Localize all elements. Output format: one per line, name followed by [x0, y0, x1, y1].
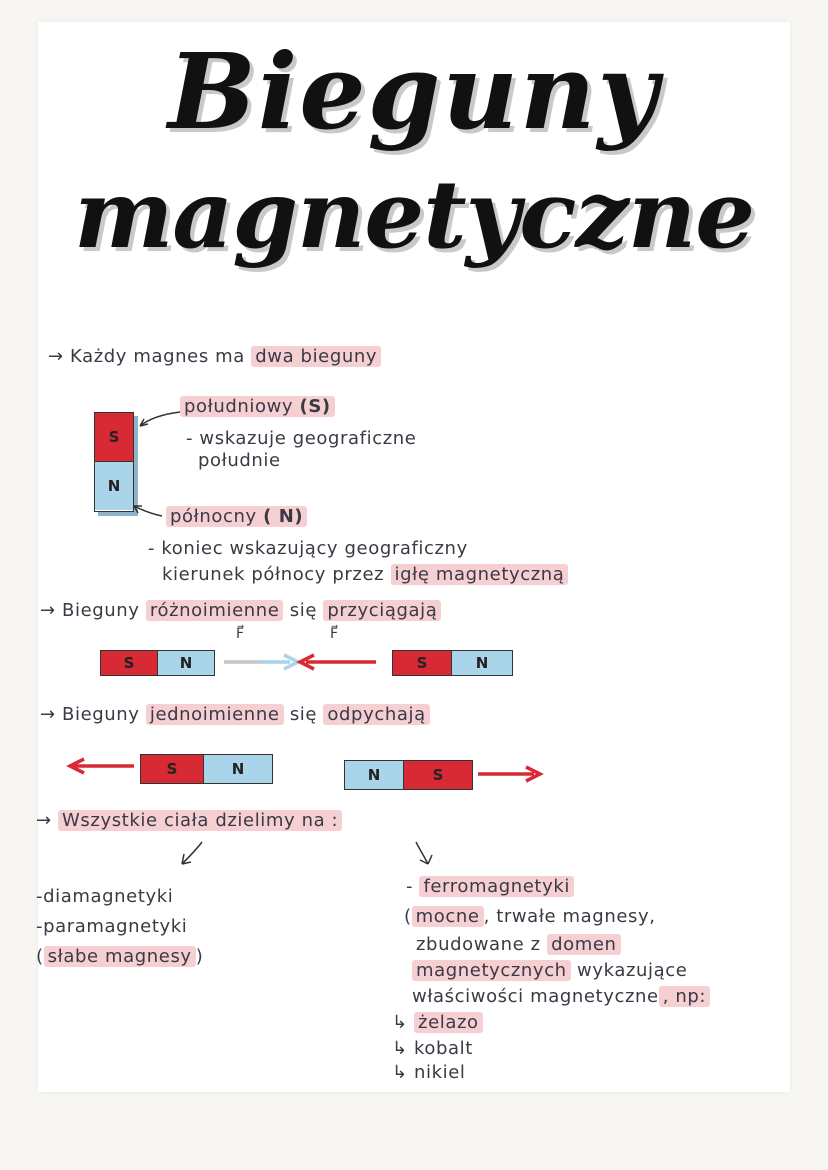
repel-magnet-right	[344, 760, 473, 790]
example-item	[392, 1012, 483, 1033]
example-item	[392, 1062, 466, 1083]
attract-magnet-right-s: S	[393, 651, 451, 675]
example-nickel: nikiel	[414, 1062, 466, 1083]
attract-word1: Bieguny	[62, 600, 140, 621]
pointer-to-north-icon	[130, 502, 164, 520]
page-title-line1: Bieguny	[168, 30, 660, 153]
repel-line	[40, 704, 430, 725]
attract-magnet-left-n: N	[157, 651, 214, 675]
ferromagnetics-highlight: ferromagnetyki	[419, 876, 574, 897]
ferro-line2	[416, 934, 621, 955]
repel-word1: Bieguny	[62, 704, 140, 725]
bullet-arrow: →	[36, 810, 52, 831]
example-item	[392, 1038, 473, 1059]
bullet-arrow: →	[48, 346, 64, 367]
south-pole-heading	[180, 396, 335, 417]
bullet-arrow: →	[40, 704, 56, 725]
weak-magnets-note	[36, 946, 203, 967]
force-label-left: F⃗	[236, 626, 245, 642]
attract-arrow-right-icon	[222, 652, 302, 672]
attract-magnet-right-n: N	[451, 651, 512, 675]
ferro-line4	[412, 986, 710, 1007]
attract-magnet-left-s: S	[101, 651, 157, 675]
attract-highlight1: różnoimienne	[146, 600, 284, 621]
note-close-paren: )	[195, 946, 204, 967]
branch-left-arrow-icon	[176, 838, 206, 868]
intro-highlight: dwa bieguny	[251, 346, 381, 367]
north-pole-heading	[166, 506, 307, 527]
north-pole-desc-2	[162, 564, 568, 585]
north-pole-desc-2-text: kierunek północy przez	[162, 564, 385, 585]
classification-highlight: Wszystkie ciała dzielimy na :	[58, 810, 342, 831]
south-pole-desc-2: południe	[198, 450, 281, 471]
page-title-line2: magnetyczne	[73, 160, 755, 270]
repel-magnet-left-s: S	[141, 755, 203, 783]
attract-magnet-left	[100, 650, 215, 676]
attract-magnet-right	[392, 650, 513, 676]
magnet-label-n: N	[107, 477, 121, 495]
attract-word2: się	[289, 600, 318, 621]
sub-arrow-icon: ↳	[392, 1062, 408, 1083]
paramagnetics-item: -paramagnetyki	[36, 916, 188, 937]
south-pole-letter: (S)	[299, 396, 331, 417]
ferro-line2-text: zbudowane z	[416, 934, 541, 955]
example-iron: żelazo	[414, 1012, 483, 1033]
attract-arrow-left-icon	[296, 652, 380, 672]
north-pole-letter: ( N)	[263, 506, 304, 527]
ferro-line3	[412, 960, 687, 981]
attract-line	[40, 600, 441, 621]
note-open-paren: (	[36, 946, 44, 967]
north-pole-desc-1: - koniec wskazujący geograficzny	[148, 538, 468, 559]
repel-arrow-left-icon	[66, 756, 136, 776]
pointer-to-south-icon	[136, 408, 182, 430]
north-pole-name-box	[166, 506, 307, 527]
ferromagnetics-item	[406, 876, 574, 897]
bullet-arrow: →	[40, 600, 56, 621]
repel-arrow-right-icon	[476, 764, 542, 784]
ferro-line1-highlight: mocne	[412, 906, 484, 927]
north-pole-name: północny	[170, 506, 257, 527]
ferro-line1-rest: , trwałe magnesy,	[483, 906, 656, 927]
repel-magnet-right-s: S	[403, 761, 472, 789]
ferro-line3-rest: wykazujące	[577, 960, 688, 981]
repel-highlight1: jednoimienne	[146, 704, 284, 725]
item-prefix: -	[406, 876, 414, 897]
sub-arrow-icon: ↳	[392, 1012, 408, 1033]
repel-word2: się	[289, 704, 318, 725]
ferro-line1	[404, 906, 656, 927]
ferro-line4-text: właściwości magnetyczne	[412, 986, 659, 1007]
attract-highlight2: przyciągają	[323, 600, 441, 621]
vertical-magnet	[94, 412, 134, 512]
branch-right-arrow-icon	[412, 838, 438, 868]
north-pole-desc-highlight: igłę magnetyczną	[391, 564, 569, 585]
diamagnetics-item: -diamagnetyki	[36, 886, 174, 907]
repel-magnet-left	[140, 754, 273, 784]
repel-highlight2: odpychają	[323, 704, 429, 725]
repel-magnet-left-n: N	[203, 755, 272, 783]
sub-arrow-icon: ↳	[392, 1038, 408, 1059]
magnet-label-s: S	[108, 428, 120, 446]
south-pole-desc-1: - wskazuje geograficzne	[186, 428, 417, 449]
vertical-magnet-south	[95, 413, 133, 462]
ferro-line3-highlight: magnetycznych	[412, 960, 571, 981]
repel-magnet-right-n: N	[345, 761, 403, 789]
classification-line	[36, 810, 342, 831]
ferro-line4-highlight: , np:	[659, 986, 710, 1007]
intro-text: Każdy magnes ma	[70, 346, 245, 367]
ferro-open-paren: (	[404, 906, 412, 927]
vertical-magnet-north	[95, 462, 133, 510]
ferro-line2-highlight: domen	[547, 934, 620, 955]
south-pole-name: południowy	[184, 396, 294, 417]
south-pole-name-box	[180, 396, 335, 417]
force-label-right: F⃗	[330, 626, 339, 642]
example-cobalt: kobalt	[414, 1038, 473, 1059]
intro-line	[48, 346, 381, 367]
note-highlight: słabe magnesy	[44, 946, 196, 967]
